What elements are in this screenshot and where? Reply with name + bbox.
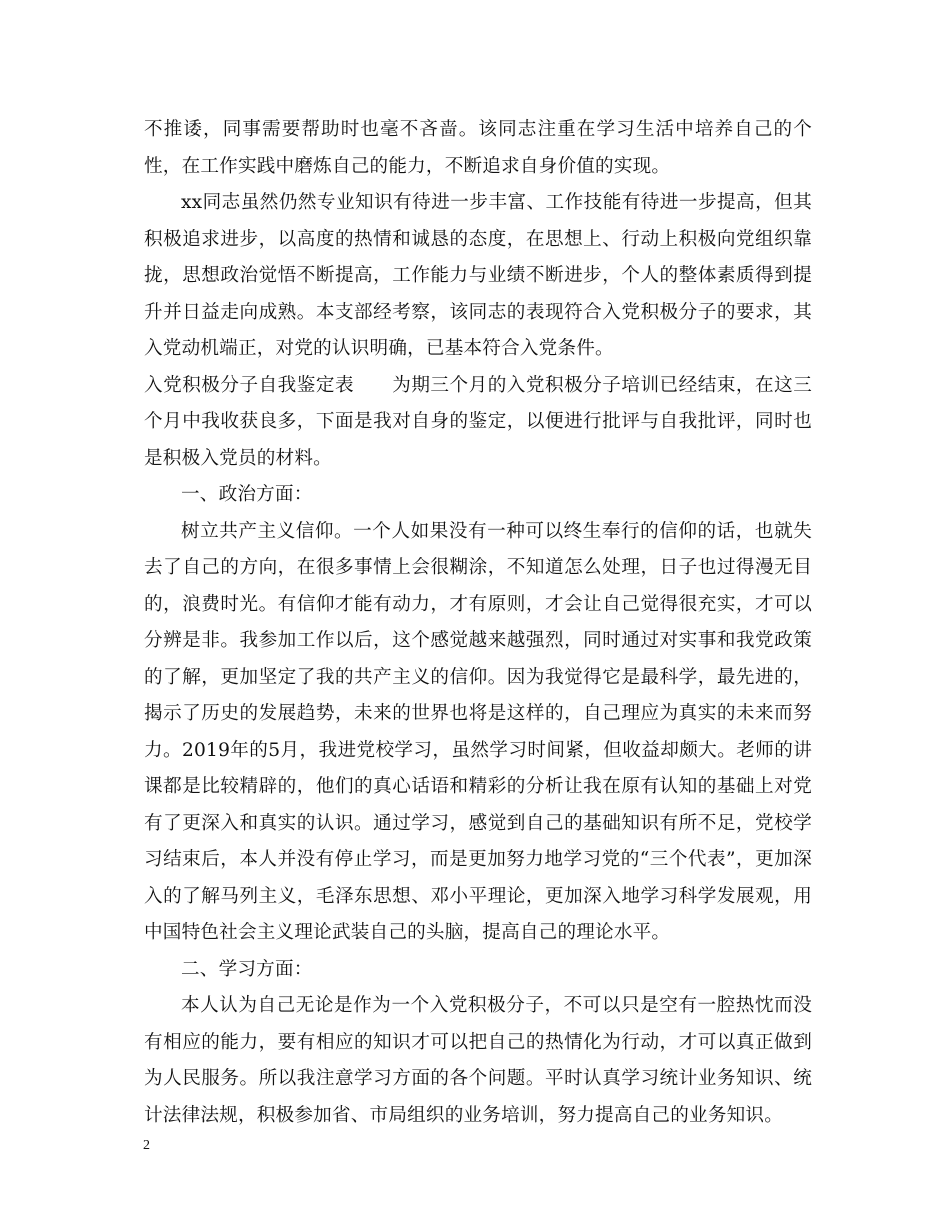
paragraph-evaluation: xx同志虽然仍然专业知识有待进一步丰富、工作技能有待进一步提高，但其积极追求进步，以高度的热情和诚恳的态度，在思想上、行动上积极向党组织靠拢，思想政治觉悟不断提高，工作能力与业绩不断进步，个人的整体素质得到提升并日益走向成熟。本支部经考察，该同志的表现符合入党积极分子的要求，其入党动机端正，对党的认识明确，已基本符合入党条件。 — [144, 192, 812, 359]
paragraph-study: 本人认为自己无论是作为一个入党积极分子，不可以只是空有一腔热忱而没有相应的能力，要有相应的知识才可以把自己的热情化为行动，才可以真正做到为人民服务。所以我注意学习方面的各个问题。平时认真学习统计业务知识、统计法律法规，积极参加省、市局组织的业务培训，努力提高自己的业务知识。 — [144, 995, 812, 1126]
section-heading-study: 二、学习方面： — [181, 958, 313, 980]
page-number: 2 — [143, 1138, 150, 1153]
paragraph-politics: 树立共产主义信仰。一个人如果没有一种可以终生奉行的信仰的话，也就失去了自己的方向，在很多事情上会很糊涂，不知道怎么处理，日子也过得漫无目的，浪费时光。有信仰才能有动力，才有原则，才会让自己觉得很充实，才可以分辨是非。我参加工作以后，这个感觉越来越强烈，同时通过对实事和我党政策的了解，更加坚定了我的共产主义的信仰。因为我觉得它是最科学，最先进的，揭示了历史的发展趋势，未来的世界也将是这样的，自己理应为真实的未来而努力。2019年的5月，我进党校学习，虽然学习时间紧，但收益却颇大。老师的讲课都是比较精辟的，他们的真心话语和精彩的分析让我在原有认知的基础上对党有了更深入和真实的认识。通过学习，感觉到自己的基础知识有所不足，党校学习结束后，本人并没有停止学习，而是更加努力地学习党的“三个代表”，更加深入的了解马列主义，毛泽东思想、邓小平理论，更加深入地学习科学发展观，用中国特色社会主义理论武装自己的头脑，提高自己的理论水平。 — [144, 520, 812, 943]
paragraph-continuation: 不推诿，同事需要帮助时也毫不吝啬。该同志注重在学习生活中培养自己的个性，在工作实践中磨炼自己的能力，不断追求自身价值的实现。 — [144, 119, 812, 177]
section-heading-politics: 一、政治方面： — [181, 484, 313, 505]
paragraph-self-assessment-intro: 入党积极分子自我鉴定表 为期三个月的入党积极分子培训已经结束，在这三个月中我收获良多，下面是我对自身的鉴定，以便进行批评与自我批评，同时也是积极入党员的材料。 — [144, 374, 812, 469]
document-body — [144, 112, 812, 1134]
